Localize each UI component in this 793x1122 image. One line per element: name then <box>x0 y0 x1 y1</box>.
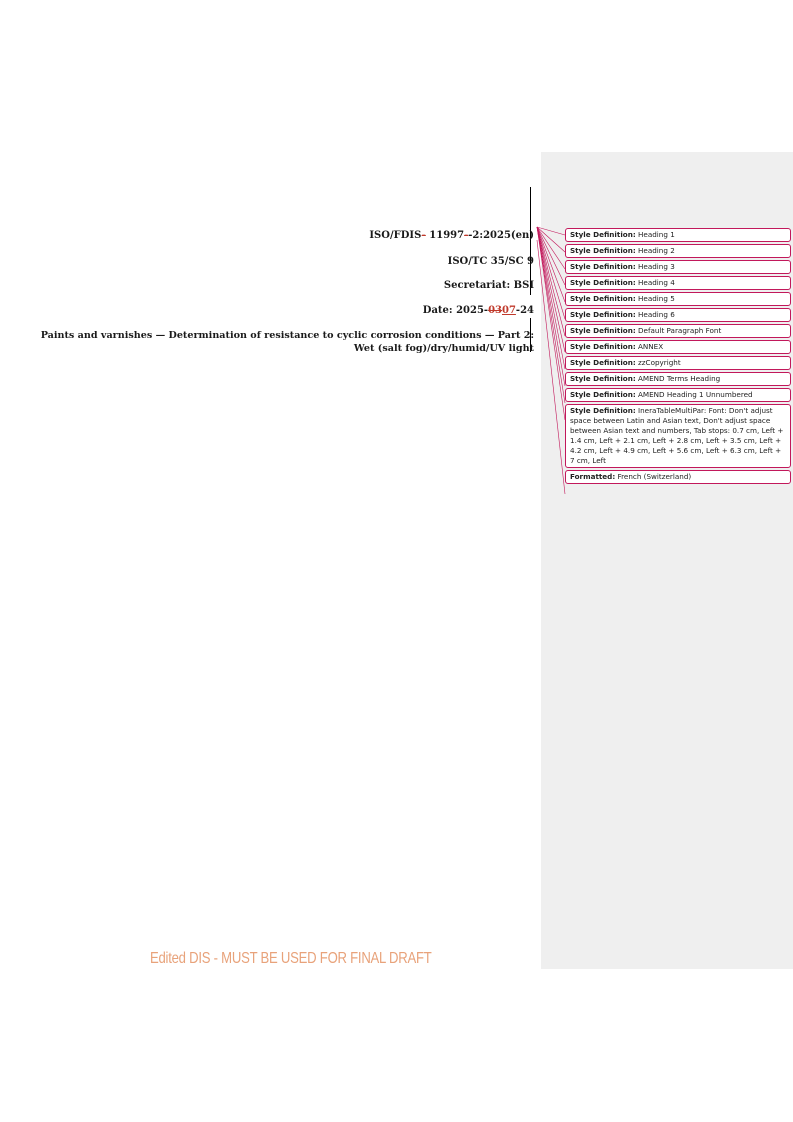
style-definition-balloon[interactable]: Style Definition: Heading 3 <box>565 260 791 274</box>
deleted-text: - <box>421 230 426 241</box>
style-definition-balloon[interactable]: Style Definition: Heading 1 <box>565 228 791 242</box>
style-definition-balloon[interactable]: Style Definition: Heading 4 <box>565 276 791 290</box>
style-definition-balloon[interactable]: Style Definition: AMEND Terms Heading <box>565 372 791 386</box>
inserted-text: 07 <box>502 305 516 316</box>
doc-ref-number: 11997 <box>425 230 465 241</box>
style-definition-balloon[interactable]: Style Definition: Heading 2 <box>565 244 791 258</box>
secretariat: Secretariat: BSI <box>443 280 534 291</box>
style-definition-balloon[interactable]: Style Definition: Heading 6 <box>565 308 791 322</box>
document-title <box>40 329 534 355</box>
style-definition-balloon[interactable]: Style Definition: Default Paragraph Font <box>565 324 791 338</box>
watermark-text: Edited DIS - MUST BE USED FOR FINAL DRAFT <box>150 950 432 967</box>
style-definition-balloon[interactable]: Style Definition: zzCopyright <box>565 356 791 370</box>
committee: ISO/TC 35/SC 9 <box>447 256 534 267</box>
formatted-balloon[interactable]: Formatted: French (Switzerland) <box>565 470 791 484</box>
style-definition-balloon[interactable]: Style Definition: AMEND Heading 1 Unnumbered <box>565 388 791 402</box>
style-definition-balloon[interactable]: Style Definition: Heading 5 <box>565 292 791 306</box>
document-reference <box>14 229 534 242</box>
title-line: Wet (salt fog)/dry/humid/UV light <box>353 343 534 354</box>
doc-ref-suffix: -2:2025(en) <box>468 230 534 241</box>
comment-balloons <box>565 228 791 486</box>
deleted-text: - <box>464 230 469 241</box>
doc-ref-prefix: ISO/FDIS <box>369 230 422 241</box>
document-date <box>14 304 534 317</box>
style-definition-balloon[interactable]: Style Definition: InerаTableMultiPar: Font: Don't adjust space between Latin and Asian text, Don't adjust space between Asian text and numbers, Tab stops: 0.7 cm, Left + 1.4 cm, Left + 2.1 cm, Left + 2.8 cm, Left + 3.5 cm, Left + 4.2 cm, Left + 4.9 cm, Left + 5.6 cm, Left + 6.3 cm, Left + 7 cm, Left <box>565 404 791 468</box>
date-suffix: -24 <box>515 305 534 316</box>
title-line: Paints and varnishes — Determination of resistance to cyclic corrosion conditions — Part 2: <box>40 330 534 341</box>
date-prefix: Date: 2025- <box>422 305 489 316</box>
style-definition-balloon[interactable]: Style Definition: ANNEX <box>565 340 791 354</box>
deleted-text: 03 <box>488 305 502 316</box>
